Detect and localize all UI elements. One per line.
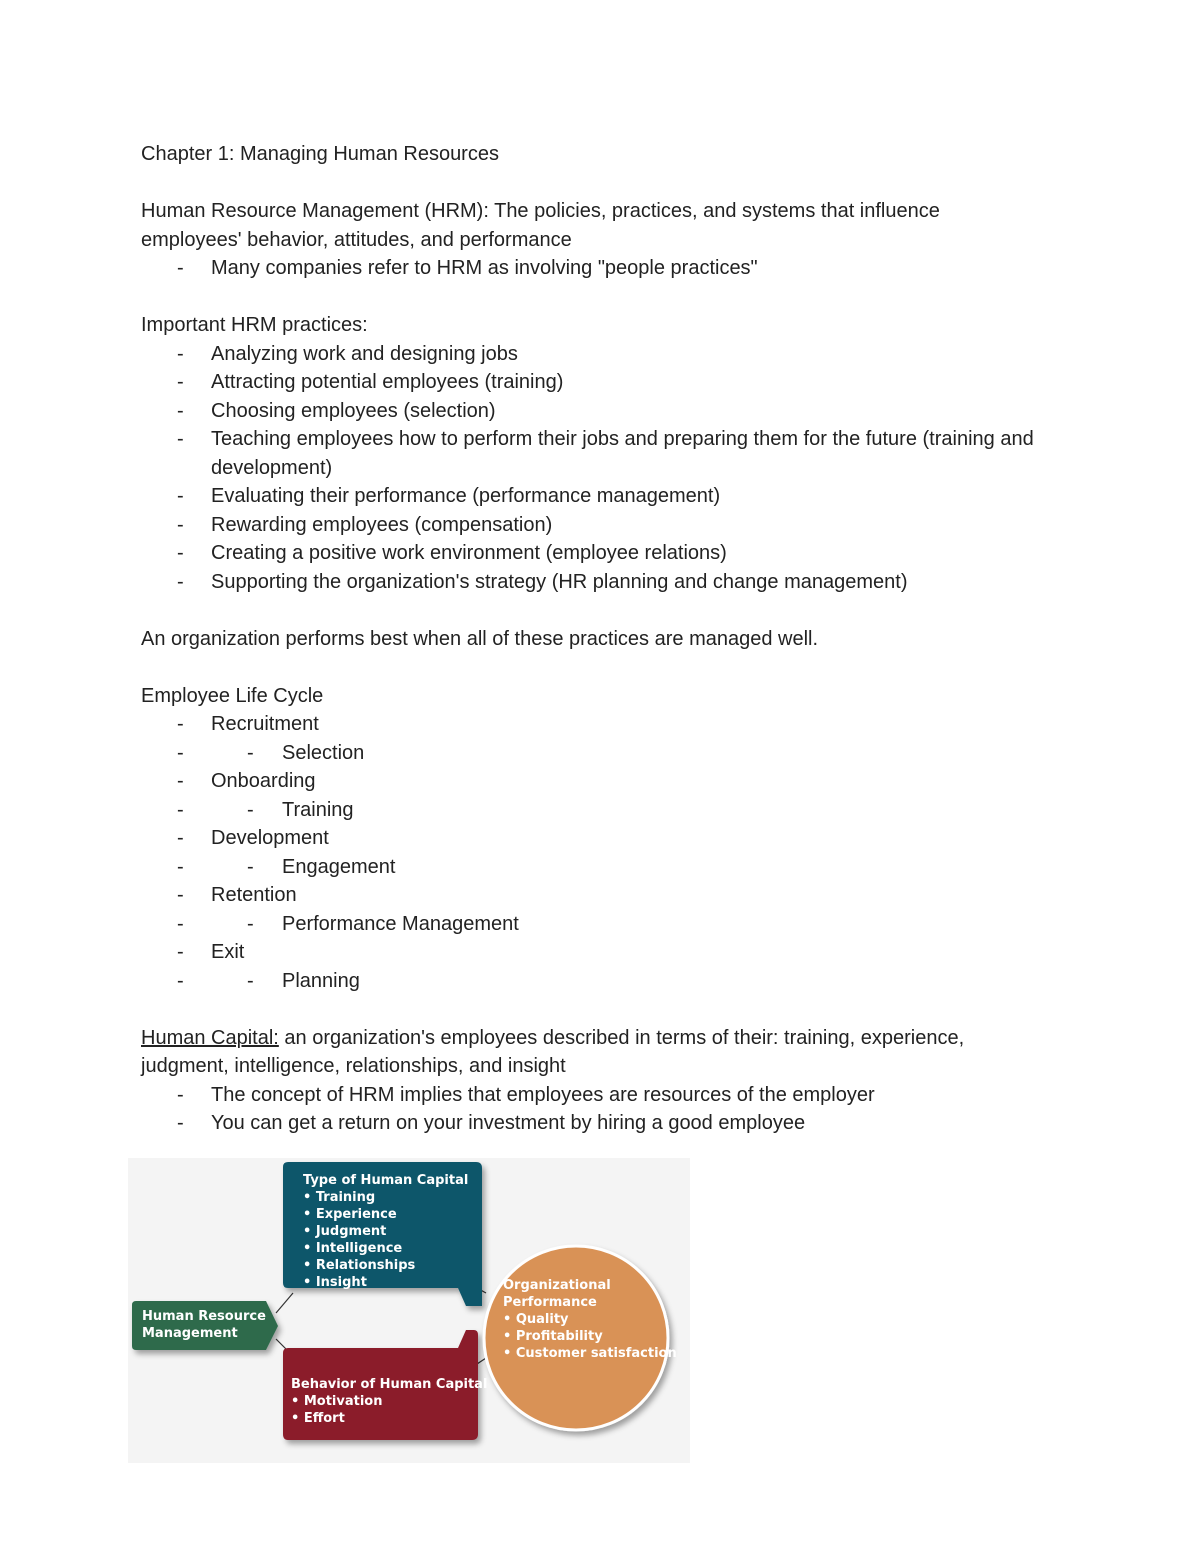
- behavior-box-items: [291, 1393, 487, 1427]
- practices-list: [141, 340, 1081, 597]
- type-box-items: [303, 1189, 468, 1291]
- practices-heading: Important HRM practices:: [141, 314, 368, 336]
- life-cycle-stage: - Retention: [141, 881, 1081, 910]
- hrm-box-line1: Human Resource: [142, 1309, 266, 1324]
- human-capital-definition-line2: judgment, intelligence, relationships, and insight: [141, 1055, 566, 1077]
- life-cycle-list: [141, 710, 1081, 995]
- performance-line1: Organizational: [503, 1278, 611, 1293]
- performance-line2: Performance: [503, 1295, 597, 1310]
- human-capital-definition-line1: [141, 1024, 1081, 1053]
- list-item: • Judgment: [303, 1223, 468, 1240]
- list-item: - Teaching employees how to perform their jobs and preparing them for the future (training and development): [141, 425, 1081, 482]
- hrm-box-line2: Management: [142, 1326, 238, 1341]
- human-capital-definition-text: an organization's employees described in terms of their: training, experience,: [278, 1026, 965, 1049]
- human-capital-term: Human Capital:: [141, 1026, 279, 1049]
- list-item: - Creating a positive work environment (employee relations): [141, 539, 1081, 568]
- performance-circle-label: [503, 1277, 677, 1362]
- list-item: - You can get a return on your investment by hiring a good employee: [141, 1109, 1081, 1138]
- list-item: - Attracting potential employees (training): [141, 368, 1081, 397]
- life-cycle-substage: - - Training: [141, 796, 1081, 825]
- summary-sentence: An organization performs best when all of these practices are managed well.: [141, 627, 819, 650]
- human-capital-diagram: [128, 1158, 690, 1463]
- type-box-label: [303, 1172, 468, 1291]
- life-cycle-substage: - - Engagement: [141, 853, 1081, 882]
- life-cycle-stage: - Development: [141, 824, 1081, 853]
- life-cycle-heading: Employee Life Cycle: [141, 684, 324, 707]
- life-cycle-stage: - Exit: [141, 938, 1081, 967]
- life-cycle-stage: - Onboarding: [141, 767, 1081, 796]
- hrm-definition-line2: employees' behavior, attitudes, and performance: [141, 228, 572, 251]
- list-item: • Customer satisfaction: [503, 1345, 677, 1362]
- list-item: - The concept of HRM implies that employees are resources of the employer: [141, 1081, 1081, 1110]
- list-item: • Quality: [503, 1311, 677, 1328]
- list-item: • Profitability: [503, 1328, 677, 1345]
- type-box-title: Type of Human Capital: [303, 1173, 469, 1188]
- list-item: - Analyzing work and designing jobs: [141, 340, 1081, 369]
- list-item: - Rewarding employees (compensation): [141, 511, 1081, 540]
- hrm-definition-bullets: [141, 254, 1081, 283]
- list-item: • Insight: [303, 1274, 468, 1291]
- arrow-hrm-to-type: [276, 1293, 293, 1313]
- hrm-box-label: [142, 1308, 266, 1342]
- life-cycle-substage: - - Selection: [141, 739, 1081, 768]
- behavior-box-title: Behavior of Human Capital: [291, 1377, 488, 1392]
- life-cycle-substage: - - Performance Management: [141, 910, 1081, 939]
- list-item: - Evaluating their performance (performance management): [141, 482, 1081, 511]
- list-item: • Training: [303, 1189, 468, 1206]
- list-item: - Many companies refer to HRM as involving "people practices": [141, 254, 1081, 283]
- page-title: Chapter 1: Managing Human Resources: [141, 143, 499, 165]
- hrm-definition-line1: Human Resource Management (HRM): The policies, practices, and systems that influence: [141, 200, 940, 222]
- list-item: • Experience: [303, 1206, 468, 1223]
- list-item: - Choosing employees (selection): [141, 397, 1081, 426]
- performance-items: [503, 1311, 677, 1362]
- list-item: • Intelligence: [303, 1240, 468, 1257]
- list-item: - Supporting the organization's strategy (HR planning and change management): [141, 568, 1081, 597]
- document-page: [141, 140, 1081, 1138]
- life-cycle-substage: - - Planning: [141, 967, 1081, 996]
- human-capital-bullets: [141, 1081, 1081, 1138]
- list-item: • Relationships: [303, 1257, 468, 1274]
- list-item: • Motivation: [291, 1393, 487, 1410]
- life-cycle-stage: - Recruitment: [141, 710, 1081, 739]
- list-item: • Effort: [291, 1410, 487, 1427]
- behavior-box-label: [291, 1376, 487, 1427]
